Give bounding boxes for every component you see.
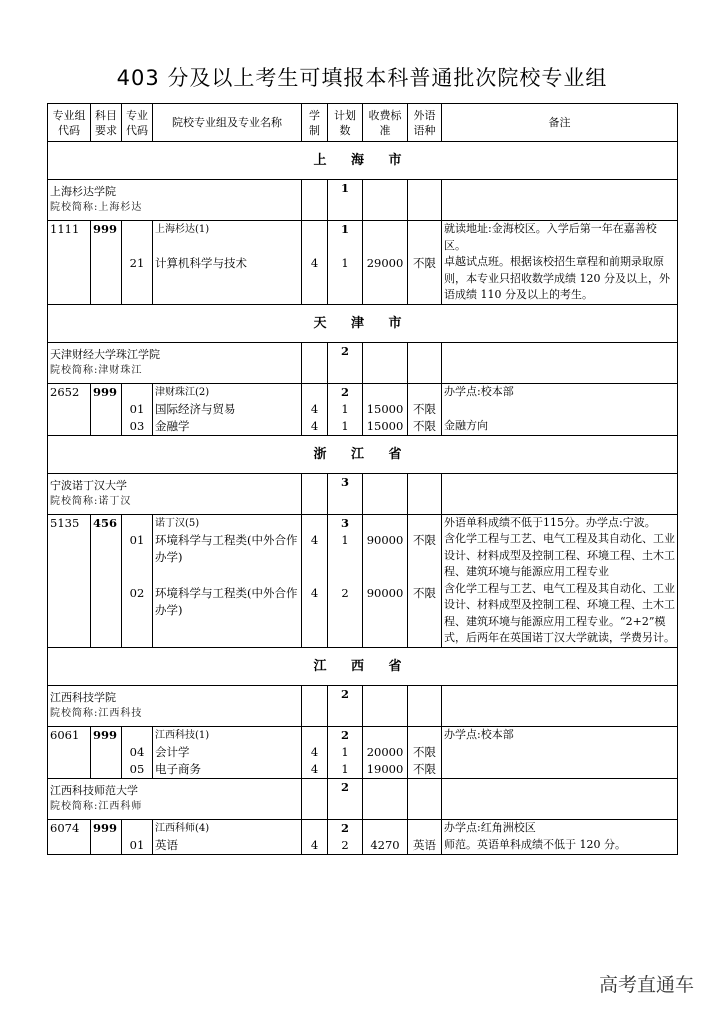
remark-cell: 办学点:校本部 金融方向 [442, 383, 678, 435]
header-years: 学制 [302, 104, 328, 142]
years-cell: 4 [302, 221, 328, 305]
remark-cell: 外语单科成绩不低于115分。办学点:宁波。 含化学工程与工艺、电气工程及其自动化、工业设计、材料成型及控制工程、环境工程、土木工程、建筑环境与能源应用工程专业 含化学工程与工艺、电气工程及其自动化、工业设计、材料成型及控制工程、环境工程、土木工程、建筑环境与能源应用工程专业。“2+2”模式，后两年在英国诺丁汉大学就读，学费另计。 [442, 514, 678, 647]
school-row [48, 342, 678, 383]
watermark: 高考直通车 [598, 974, 694, 996]
name-cell: 上海杉达(1) 计算机科学与技术 [153, 221, 302, 305]
years-cell: 4 4 [302, 726, 328, 778]
subject-req: 999 [91, 221, 122, 305]
school-cell [48, 180, 302, 221]
fee-cell: 20000 19000 [363, 726, 408, 778]
school-name: 宁波诺丁汉大学 [50, 478, 127, 492]
school-cell [48, 473, 302, 514]
fee-cell: 4270 [363, 819, 408, 854]
group-row [48, 514, 678, 647]
province-row [48, 142, 678, 180]
fee-cell: 90000 90000 [363, 514, 408, 647]
lang-cell: 不限 不限 [408, 383, 442, 435]
school-short-name: 院校简称:津财珠江 [50, 364, 143, 376]
province-row [48, 435, 678, 473]
years-cell: 4 4 [302, 383, 328, 435]
name-cell: 诺丁汉(5) 环境科学与工程类(中外合作办学) 环境科学与工程类(中外合作办学) [153, 514, 302, 647]
admission-table [47, 103, 678, 855]
school-name: 江西科技师范大学 [50, 783, 138, 797]
school-short-name: 院校简称:上海杉达 [50, 202, 143, 213]
lang-cell: 不限 [408, 221, 442, 305]
header-remark: 备注 [442, 104, 678, 142]
school-row [48, 778, 678, 819]
school-cell [48, 342, 302, 383]
school-cell [48, 685, 302, 726]
remark-cell: 办学点:校本部 [442, 726, 678, 778]
major-code-cell: 01 [122, 819, 153, 854]
group-code: 5135 [48, 514, 91, 647]
header-major-code: 专业代码 [122, 104, 153, 142]
fee-cell: 29000 [363, 221, 408, 305]
fee-cell: 15000 15000 [363, 383, 408, 435]
school-short-name: 院校简称:江西科技 [50, 707, 143, 719]
name-cell: 江西科技(1) 会计学 电子商务 [153, 726, 302, 778]
school-plan: 2 [328, 342, 363, 383]
years-cell: 4 4 [302, 514, 328, 647]
school-row [48, 685, 678, 726]
school-plan: 3 [328, 473, 363, 514]
group-code: 1111 [48, 221, 91, 305]
group-code: 6074 [48, 819, 91, 854]
lang-cell: 不限 不限 [408, 514, 442, 647]
subject-req: 999 [91, 726, 122, 778]
header-subject-req: 科目要求 [91, 104, 122, 142]
header-group-code: 专业组代码 [48, 104, 91, 142]
group-row [48, 726, 678, 778]
years-cell: 4 [302, 819, 328, 854]
province-tianjin: 天 津 市 [48, 304, 678, 342]
lang-cell: 英语 [408, 819, 442, 854]
subject-req: 999 [91, 819, 122, 854]
school-name: 天津财经大学珠江学院 [50, 347, 160, 361]
school-cell [48, 778, 302, 819]
school-plan: 1 [328, 180, 363, 221]
lang-cell: 不限 不限 [408, 726, 442, 778]
school-plan: 2 [328, 778, 363, 819]
header-lang: 外语语种 [408, 104, 442, 142]
major-code-cell: 01 03 [122, 383, 153, 435]
school-plan: 2 [328, 685, 363, 726]
school-name: 江西科技学院 [50, 690, 116, 704]
name-cell: 江西科师(4) 英语 [153, 819, 302, 854]
major-code-cell: 01 02 [122, 514, 153, 647]
group-row [48, 221, 678, 305]
name-cell: 津财珠江(2) 国际经济与贸易 金融学 [153, 383, 302, 435]
plan-cell: 2 1 1 [328, 383, 363, 435]
remark-cell: 就读地址:金海校区。入学后第一年在嘉善校区。 卓越试点班。根据该校招生章程和前期录取原则，本专业只招收数学成绩 120 分及以上，外语成绩 110 分及以上的考生。 [442, 221, 678, 305]
plan-cell: 2 1 1 [328, 726, 363, 778]
school-short-name: 院校简称:诺丁汉 [50, 495, 132, 507]
province-jiangxi: 江 西 省 [48, 647, 678, 685]
header-plan: 计划数 [328, 104, 363, 142]
school-row [48, 473, 678, 514]
school-row [48, 180, 678, 221]
header-fee: 收费标准 [363, 104, 408, 142]
major-code-cell: 21 [122, 221, 153, 305]
group-code: 2652 [48, 383, 91, 435]
province-shanghai: 上 海 市 [48, 142, 678, 180]
plan-cell: 3 1 2 [328, 514, 363, 647]
group-row [48, 383, 678, 435]
subject-req: 456 [91, 514, 122, 647]
major-code-cell: 04 05 [122, 726, 153, 778]
plan-cell: 1 1 [328, 221, 363, 305]
subject-req: 999 [91, 383, 122, 435]
plan-cell: 2 2 [328, 819, 363, 854]
page-title: 403 分及以上考生可填报本科普通批次院校专业组 [116, 66, 608, 90]
province-row [48, 304, 678, 342]
remark-cell: 办学点:红角洲校区 师范。英语单科成绩不低于 120 分。 [442, 819, 678, 854]
province-zhejiang: 浙 江 省 [48, 435, 678, 473]
table-header [48, 104, 678, 142]
province-row [48, 647, 678, 685]
group-code: 6061 [48, 726, 91, 778]
school-short-name: 院校简称:江西科师 [50, 800, 143, 812]
group-row [48, 819, 678, 854]
header-name: 院校专业组及专业名称 [153, 104, 302, 142]
school-name: 上海杉达学院 [50, 185, 116, 198]
